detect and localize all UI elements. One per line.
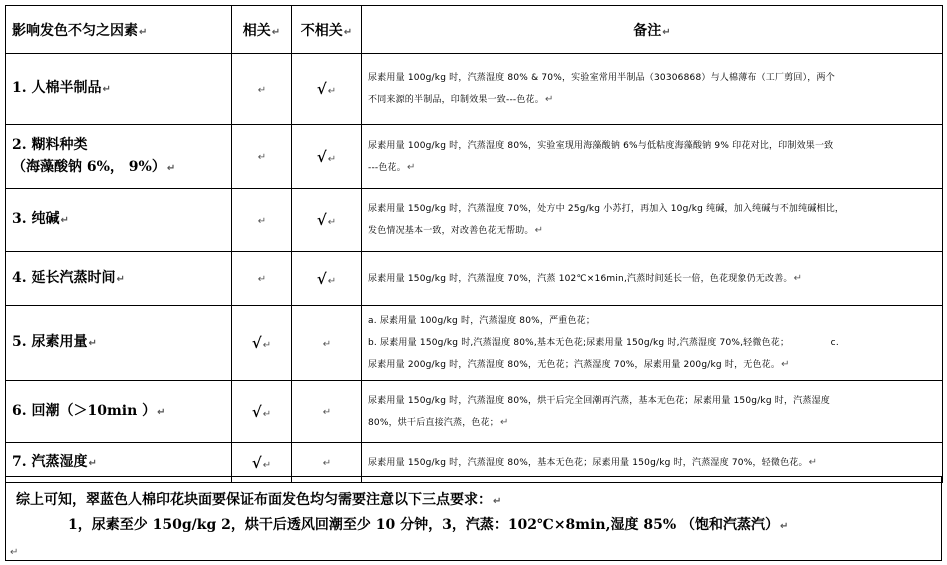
paragraph-mark: ↵ [262,340,272,351]
note-line [368,135,936,157]
unrelated-cell [292,189,362,252]
factor-text-line [12,134,225,156]
paragraph-mark: ↵ [166,162,176,174]
note-line [368,412,936,434]
factor-text: 2. 糊料种类 [12,136,88,153]
related-check: √ [251,334,262,352]
paragraph-mark: ↵ [88,457,97,469]
note-text: 不同来源的半制品，印制效果一致---色花。 [368,95,544,105]
paragraph-mark: ↵ [322,407,332,418]
paragraph-mark: ↵ [327,217,337,228]
unrelated-check: √ [316,147,327,166]
paragraph-mark: ↵ [157,406,166,418]
paragraph-mark: ↵ [60,215,69,226]
note-line [368,220,936,242]
paragraph-mark: ↵ [257,274,267,285]
factor-text-line [12,77,225,101]
paragraph-mark: ↵ [327,86,337,97]
note-line [368,332,936,354]
unrelated-check: √ [316,269,327,288]
related-check: √ [251,453,262,472]
factor-text: （海藻酸钠 6%， 9%） [12,158,166,175]
paragraph-mark: ↵ [257,84,267,96]
factor-cell [6,125,232,189]
header-unrelated: 不相关↵ [292,6,362,54]
note-text: ---色花。 [368,162,406,173]
paragraph-mark: ↵ [781,359,790,370]
unrelated-check: √ [316,80,327,98]
paragraph-mark: ↵ [116,273,125,285]
paragraph-mark: ↵ [500,416,509,428]
paragraph-mark: ↵ [257,152,267,163]
note-text: 尿素用量 150g/kg 时，汽蒸湿度 80%，基本无色花；尿素用量 150g/kg 时，汽蒸湿度 70%，轻微色花。 [368,457,808,468]
note-text: 尿素用量 100g/kg 时，汽蒸湿度 80% & 70%，实验室常用半制品（30306868）与人棉薄布（工厂剪回），两个 [368,73,835,83]
factor-cell [6,381,232,443]
unrelated-cell [292,54,362,125]
factor-text: 4. 延长汽蒸时间 [12,269,116,286]
note-cell [362,189,943,252]
header-related: 相关↵ [232,6,292,54]
related-cell [232,125,292,189]
related-cell [232,189,292,252]
note-text: 尿素用量 150g/kg 时，汽蒸湿度 70%，汽蒸 102℃×16min,汽蒸时间延长一倍，色花现象仍无改善。 [368,273,793,284]
header-factor: 影响发色不匀之因素↵ [6,6,232,54]
note-line [368,268,936,290]
paragraph-mark: ↵ [534,225,544,236]
note-text: 尿素用量 150g/kg 时，汽蒸湿度 70%，处方中 25g/kg 小苏打，再加入 10g/kg 纯碱，加入纯碱与不加纯碱相比， [368,204,845,214]
note-text: 尿素用量 150g/kg 时，汽蒸湿度 80%，烘干后完全回潮再汽蒸，基本无色花；尿素用量 150g/kg 时，汽蒸湿度 [368,395,831,406]
table-row [6,125,943,189]
paragraph-mark: ↵ [327,275,337,287]
factor-text: 7. 汽蒸湿度 [12,453,88,470]
paragraph-mark: ↵ [257,215,267,227]
factor-cell [6,252,232,306]
unrelated-cell [292,125,362,189]
paragraph-mark: ↵ [544,94,554,105]
paragraph-mark: ↵ [262,459,272,471]
factor-cell [6,54,232,125]
note-cell [362,306,943,381]
summary-box [5,476,942,561]
factor-text-line [12,400,225,424]
summary-line-1: 综上可知，翠蓝色人棉印花块面要保证布面发色均匀需要注意以下三点要求：↵ [16,492,502,508]
related-cell [232,306,292,381]
factor-table [5,5,943,483]
factor-cell [6,306,232,381]
factor-text-line [12,156,225,180]
note-line [368,452,936,474]
note-text: 发色情况基本一致，对改善色花无帮助。 [368,226,534,236]
note-line [368,354,936,376]
note-line [368,310,936,332]
note-text: 尿素用量 200g/kg 时，汽蒸湿度 80%，无色花；汽蒸湿度 70%，尿素用量 200g/kg 时，无色花。 [368,360,781,370]
paragraph-mark: ↵ [262,408,272,420]
factor-text-line [12,331,225,355]
table-row [6,54,943,125]
note-text: 80%，烘干后直接汽蒸，色花； [368,417,500,428]
related-cell [232,252,292,306]
factor-text: 3. 纯碱 [12,211,60,227]
note-line [368,390,936,412]
note-text: a. 尿素用量 100g/kg 时，汽蒸湿度 80%，严重色花； [368,316,596,326]
note-line [368,89,936,111]
note-text: 尿素用量 100g/kg 时，汽蒸湿度 80%，实验室现用海藻酸钠 6%与低粘度海藻酸钠 9% 印花对比，印制效果一致 [368,140,834,151]
note-line [368,198,936,220]
table-row [6,306,943,381]
related-check: √ [251,402,262,421]
table-row [6,381,943,443]
note-cell [362,125,943,189]
note-cell [362,381,943,443]
paragraph-mark: ↵ [88,338,97,349]
table-row [6,252,943,306]
end-paragraph-mark: ↵ [10,547,19,558]
factor-text: 5. 尿素用量 [12,334,88,350]
table-header-row [6,6,943,54]
factor-text-line [12,267,225,291]
paragraph-mark: ↵ [322,338,332,350]
paragraph-mark: ↵ [406,161,416,173]
paragraph-mark: ↵ [322,458,332,469]
note-cell [362,54,943,125]
related-cell [232,381,292,443]
note-line [368,67,936,89]
related-cell [232,54,292,125]
factor-text-line [12,451,225,475]
header-notes: 备注↵ [362,6,943,54]
paragraph-mark: ↵ [808,456,818,468]
unrelated-cell [292,381,362,443]
unrelated-cell [292,252,362,306]
table-row [6,189,943,252]
factor-cell [6,189,232,252]
paragraph-mark: ↵ [102,84,111,95]
note-cell [362,252,943,306]
unrelated-check: √ [316,211,327,229]
note-line [368,157,936,179]
paragraph-mark: ↵ [327,153,337,165]
paragraph-mark: ↵ [793,272,803,284]
factor-text-line [12,208,225,232]
factor-text: 1. 人棉半制品 [12,80,102,96]
unrelated-cell [292,306,362,381]
factor-text: 6. 回潮（＞10min ） [12,402,157,419]
note-text: b. 尿素用量 150g/kg 时,汽蒸湿度 80%,基本无色花;尿素用量 150g/kg 时,汽蒸湿度 70%,轻微色花； c. [368,338,839,348]
summary-line-2: 1，尿素至少 150g/kg 2，烘干后透风回潮至少 10 分钟，3，汽蒸：102℃×8min,湿度 85% （饱和汽蒸汽）↵ [68,517,789,533]
